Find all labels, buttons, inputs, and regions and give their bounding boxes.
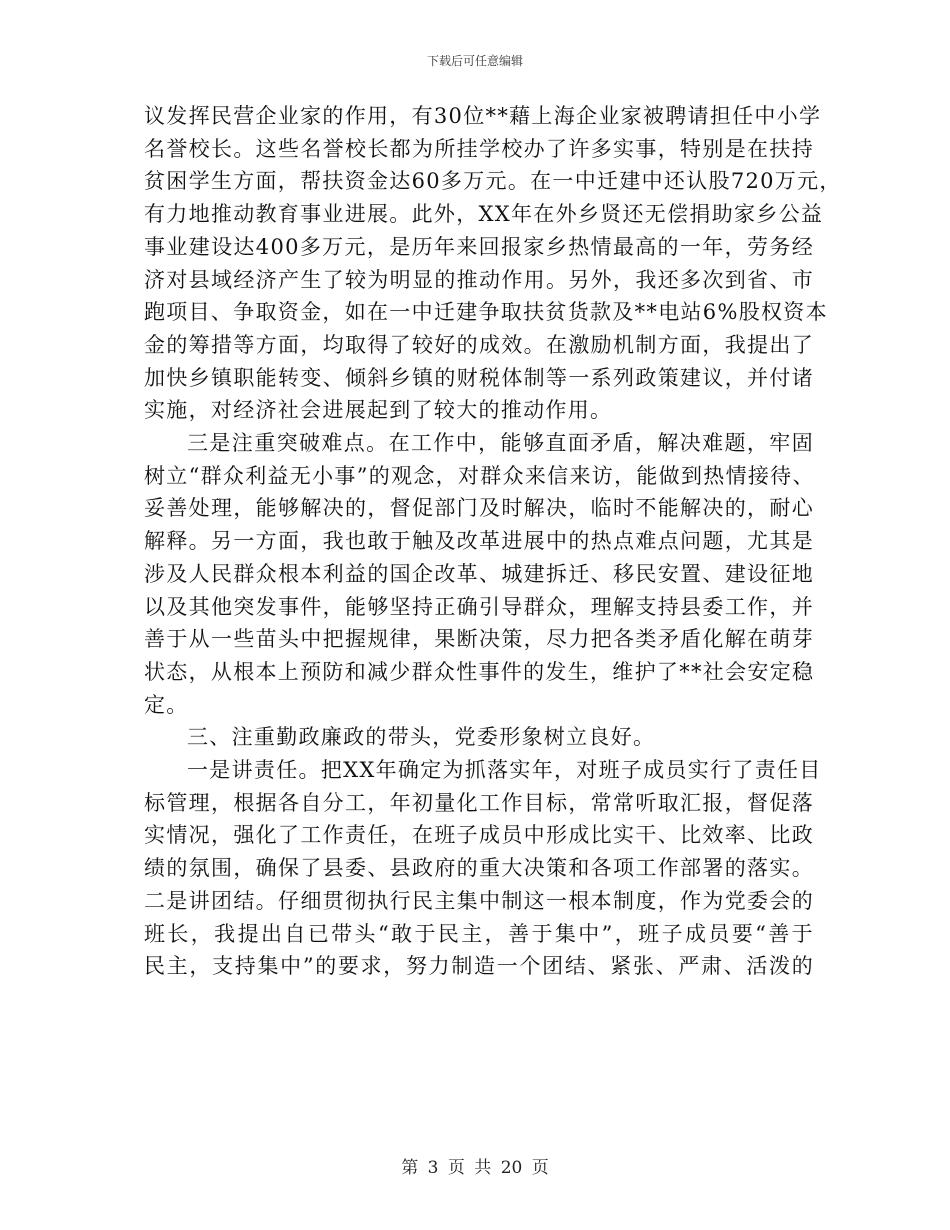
paragraph-line: 名誉校长。这些名誉校长都为所挂学校办了许多实事，特别是在扶持 (144, 136, 814, 161)
paragraph-line: 有力地推动教育事业进展。此外，XX年在外乡贤还无偿捐助家乡公益 (144, 202, 824, 227)
paragraph-line: 事业建设达400多万元，是历年来回报家乡热情最高的一年，劳务经 (144, 234, 814, 259)
paragraph-line: 加快乡镇职能转变、倾斜乡镇的财税体制等一系列政策建议，并付诸 (144, 365, 814, 390)
paragraph-line: 实施，对经济社会进展起到了较大的推动作用。 (144, 398, 613, 423)
section-heading: 三、注重勤政廉政的带头，党委形象树立良好。 (187, 725, 656, 750)
paragraph-line: 议发挥民营企业家的作用，有30位**藉上海企业家被聘请担任中小学 (144, 104, 822, 128)
paragraph-line: 班长，我提出自已带头“敢于民主，善于集中”，班子成员要“善于 (144, 921, 814, 946)
paragraph-line: 二是讲团结。仔细贯彻执行民主集中制这一根本制度，作为党委会的 (144, 888, 814, 913)
page-header: 下载后可任意编辑 (426, 54, 523, 68)
page-footer: 第 3 页 共 20 页 (401, 1158, 549, 1178)
paragraph-line: 济对县域经济产生了较为明显的推动作用。另外，我还多次到省、市 (144, 267, 814, 292)
paragraph-line: 民主，支持集中”的要求，努力制造一个团结、紧张、严肃、活泼的 (144, 954, 814, 979)
paragraph-line: 善于从一些苗头中把握规律，果断决策，尽力把各类矛盾化解在萌芽 (144, 627, 814, 652)
paragraph-line: 解释。另一方面，我也敢于触及改革进展中的热点难点问题，尤其是 (144, 529, 814, 554)
paragraph-line: 一是讲责任。把XX年确定为抓落实年，对班子成员实行了责任目 (187, 758, 822, 783)
paragraph-line: 以及其他突发事件，能够坚持正确引导群众，理解支持县委工作，并 (144, 594, 814, 619)
paragraph-line: 贫困学生方面，帮扶资金达60多万元。在一中迁建中还认股720万元， (144, 169, 842, 194)
paragraph-line: 状态，从根本上预防和减少群众性事件的发生，维护了**社会安定稳 (144, 659, 815, 684)
paragraph-line: 三是注重突破难点。在工作中，能够直面矛盾，解决难题，牢固 (187, 431, 814, 456)
paragraph-line: 涉及人民群众根本利益的国企改革、城建拆迁、移民安置、建设征地 (144, 561, 814, 586)
paragraph-line: 实情况，强化了工作责任，在班子成员中形成比实干、比效率、比政 (144, 823, 814, 848)
paragraph-line: 跑项目、争取资金，如在一中迁建争取扶贫货款及**电站6%股权资本 (144, 300, 828, 325)
paragraph-line: 绩的氛围，确保了县委、县政府的重大决策和各项工作部署的落实。 (144, 856, 814, 881)
paragraph-line: 定。 (144, 692, 189, 717)
document-body (144, 100, 842, 983)
paragraph-line: 妥善处理，能够解决的，督促部门及时解决，临时不能解决的，耐心 (144, 496, 814, 521)
paragraph-line: 标管理，根据各自分工，年初量化工作目标，常常听取汇报，督促落 (144, 790, 814, 815)
paragraph-line: 树立“群众利益无小事”的观念，对群众来信来访，能做到热情接待、 (144, 463, 815, 488)
paragraph-line: 金的筹措等方面，均取得了较好的成效。在激励机制方面，我提出了 (144, 332, 814, 357)
